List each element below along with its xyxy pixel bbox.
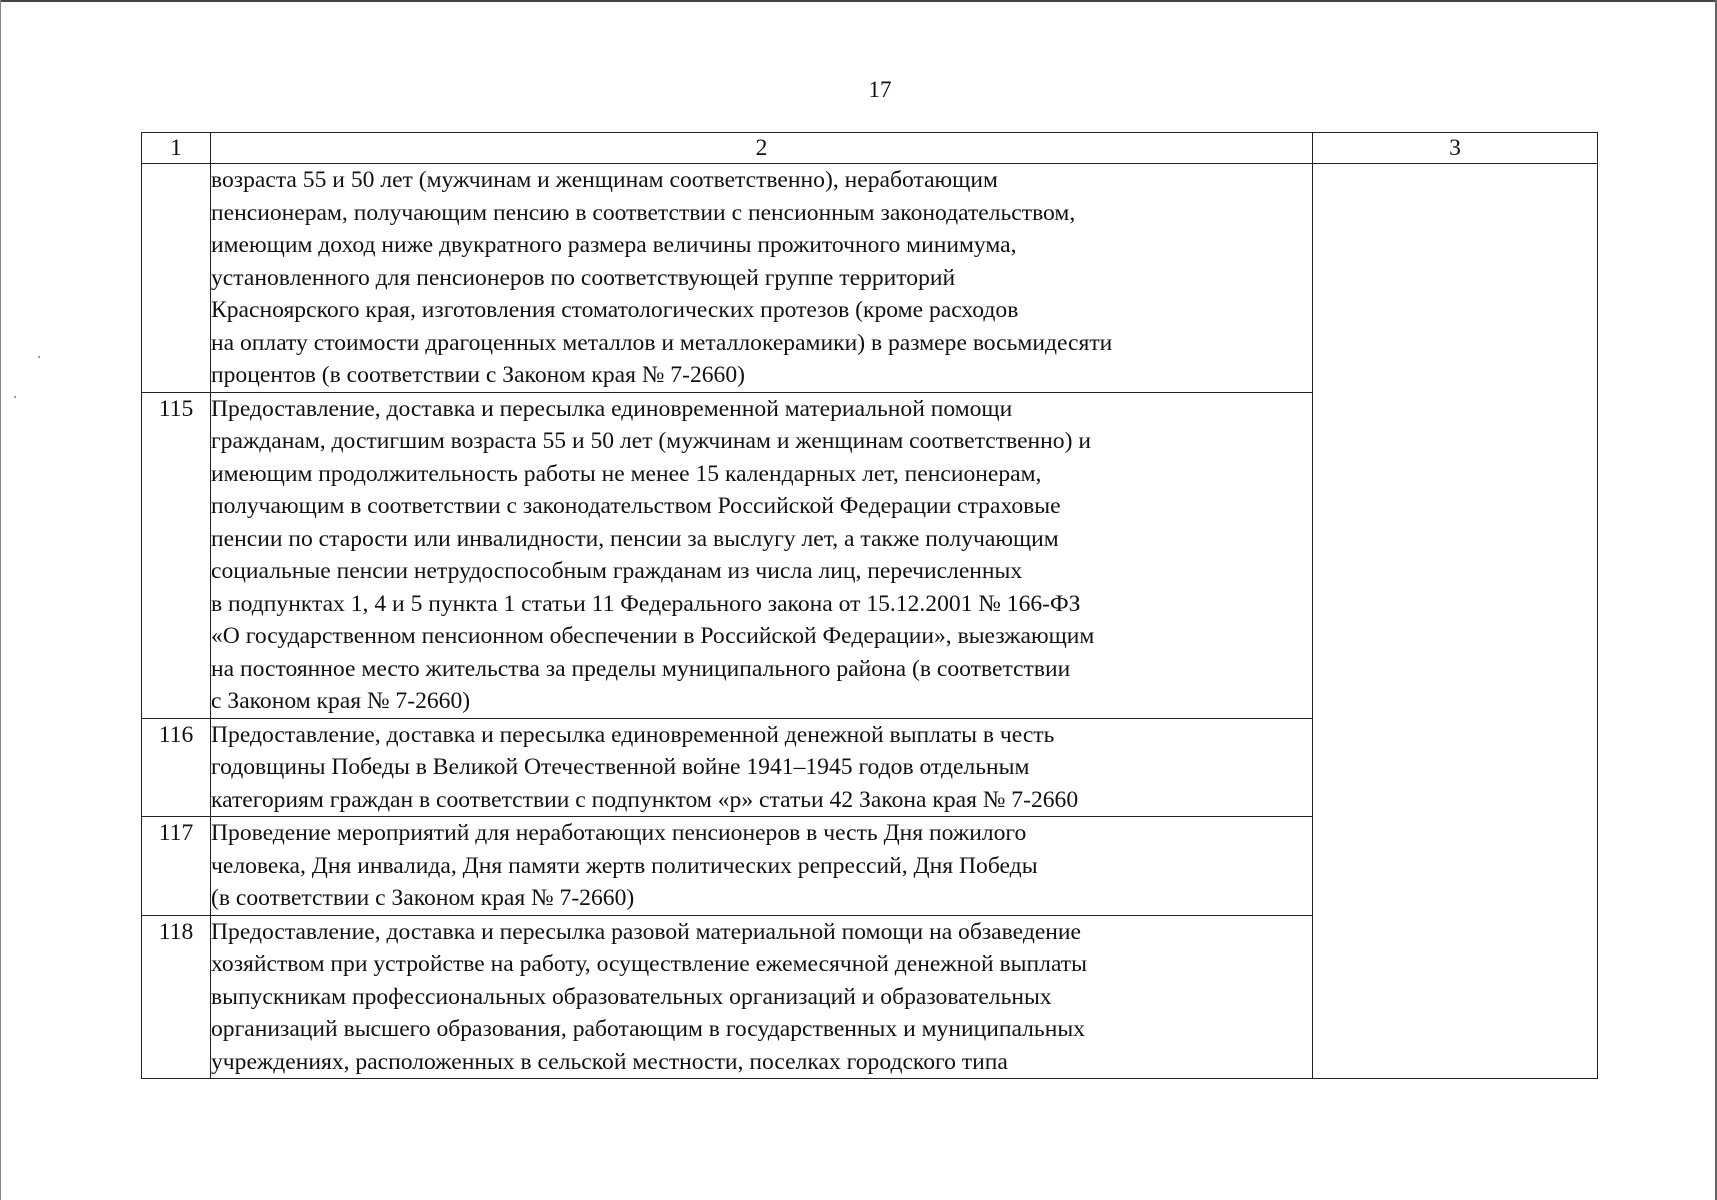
- table-row: [142, 164, 1598, 393]
- page-border-left: [0, 0, 1, 1200]
- column-header-1: 1: [142, 133, 211, 164]
- row-number: 115: [142, 392, 211, 718]
- table-row: [142, 392, 1598, 718]
- row-col3: [1313, 718, 1598, 817]
- table-row: [142, 718, 1598, 817]
- row-number: 116: [142, 718, 211, 817]
- page-border-top: [0, 0, 1717, 2]
- document-table: [141, 132, 1598, 1079]
- row-number: [142, 164, 211, 393]
- row-col3: [1313, 817, 1598, 916]
- row-text: Предоставление, доставка и пересылка единовременной материальной помощи гражданам, достигшим возраста 55 и 50 лет (мужчинам и женщинам соответственно) и имеющим продолжительность работы не менее 15 календарных лет, пенсионерам, получающим в соответствии с законодательством Российской Федерации страховые пенсии по старости или инвалидности, пенсии за выслугу лет, а также получающим социальные пенсии нетрудоспособным гражданам из числа лиц, перечисленных в подпунктах 1, 4 и 5 пункта 1 статьи 11 Федерального закона от 15.12.2001 № 166-ФЗ «О государственном пенсионном обеспечении в Российской Федерации», выезжающим на постоянное место жительства за пределы муниципального района (в соответствии с Законом края № 7-2660): [211, 392, 1313, 718]
- row-number: 118: [142, 915, 211, 1079]
- row-text: возраста 55 и 50 лет (мужчинам и женщинам соответственно), неработающим пенсионерам, получающим пенсию в соответствии с пенсионным законодательством, имеющим доход ниже двукратного размера величины прожиточного минимума, установленного для пенсионеров по соответствующей группе территорий Красноярского края, изготовления стоматологических протезов (кроме расходов на оплату стоимости драгоценных металлов и металлокерамики) в размере восьмидесяти процентов (в соответствии с Законом края № 7-2660): [211, 164, 1313, 393]
- table-row: [142, 817, 1598, 916]
- column-header-3: 3: [1313, 133, 1598, 164]
- row-text: Проведение мероприятий для неработающих пенсионеров в честь Дня пожилого человека, Дня инвалида, Дня памяти жертв политических репрессий, Дня Победы (в соответствии с Законом края № 7-2660): [211, 817, 1313, 916]
- scan-speck: [14, 396, 16, 398]
- row-text: Предоставление, доставка и пересылка единовременной денежной выплаты в честь годовщины Победы в Великой Отечественной войне 1941–1945 годов отдельным категориям граждан в соответствии с подпунктом «р» статьи 42 Закона края № 7-2660: [211, 718, 1313, 817]
- row-col3: [1313, 915, 1598, 1079]
- table-row: [142, 915, 1598, 1079]
- page-number: 17: [868, 77, 892, 102]
- scan-speck: [38, 356, 40, 358]
- table-header-row: [142, 133, 1598, 164]
- row-text: Предоставление, доставка и пересылка разовой материальной помощи на обзаведение хозяйством при устройстве на работу, осуществление ежемесячной денежной выплаты выпускникам профессиональных образовательных организаций и образовательных организаций высшего образования, работающим в государственных и муниципальных учреждениях, расположенных в сельской местности, поселках городского типа: [211, 915, 1313, 1079]
- column-header-2: 2: [211, 133, 1313, 164]
- row-col3: [1313, 164, 1598, 393]
- row-number: 117: [142, 817, 211, 916]
- row-col3: [1313, 392, 1598, 718]
